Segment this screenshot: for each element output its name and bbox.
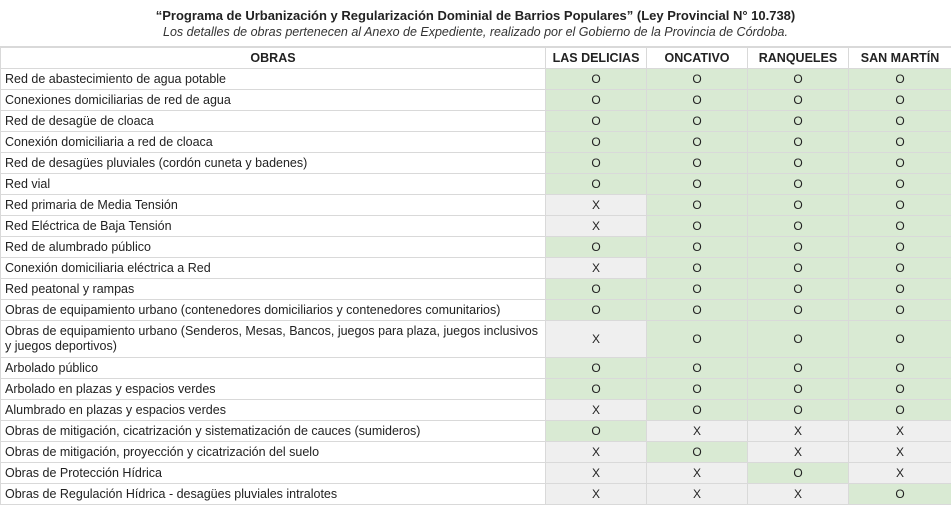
cell-ranqueles: X	[748, 442, 849, 463]
cell-san-martin: X	[849, 421, 951, 442]
table-row	[1, 279, 951, 300]
obra-label: Obras de Regulación Hídrica - desagües pluviales intralotes	[1, 484, 546, 505]
cell-oncativo: O	[647, 153, 748, 174]
column-header-las-delicias: LAS DELICIAS	[546, 48, 647, 69]
obra-label: Obras de equipamiento urbano (Senderos, Mesas, Bancos, juegos para plaza, juegos inclusivos y juegos deportivos)	[1, 321, 546, 358]
cell-las-delicias: O	[546, 132, 647, 153]
obra-label: Red primaria de Media Tensión	[1, 195, 546, 216]
cell-ranqueles: O	[748, 132, 849, 153]
cell-las-delicias: O	[546, 90, 647, 111]
column-header-san-martin: SAN MARTÍN	[849, 48, 951, 69]
obra-label: Conexiones domiciliarias de red de agua	[1, 90, 546, 111]
cell-ranqueles: O	[748, 195, 849, 216]
cell-oncativo: O	[647, 279, 748, 300]
column-header-oncativo: ONCATIVO	[647, 48, 748, 69]
table-row	[1, 216, 951, 237]
cell-oncativo: X	[647, 421, 748, 442]
cell-oncativo: O	[647, 195, 748, 216]
table-row	[1, 132, 951, 153]
cell-ranqueles: O	[748, 279, 849, 300]
cell-oncativo: X	[647, 463, 748, 484]
obra-label: Obras de equipamiento urbano (contenedores domiciliarios y contenedores comunitarios)	[1, 300, 546, 321]
obra-label: Red de abastecimiento de agua potable	[1, 69, 546, 90]
column-header-ranqueles: RANQUELES	[748, 48, 849, 69]
obra-label: Red de alumbrado público	[1, 237, 546, 258]
obra-label: Conexión domiciliaria eléctrica a Red	[1, 258, 546, 279]
cell-san-martin: O	[849, 300, 951, 321]
cell-san-martin: O	[849, 69, 951, 90]
cell-ranqueles: O	[748, 216, 849, 237]
cell-ranqueles: O	[748, 258, 849, 279]
cell-ranqueles: O	[748, 90, 849, 111]
cell-ranqueles: O	[748, 153, 849, 174]
obra-label: Arbolado público	[1, 358, 546, 379]
cell-oncativo: O	[647, 400, 748, 421]
cell-san-martin: X	[849, 463, 951, 484]
table-row	[1, 379, 951, 400]
cell-san-martin: O	[849, 132, 951, 153]
table-body	[1, 69, 951, 505]
cell-ranqueles: O	[748, 321, 849, 358]
cell-las-delicias: X	[546, 216, 647, 237]
page-subtitle: Los detalles de obras pertenecen al Anexo de Expediente, realizado por el Gobierno de la Provincia de Córdoba.	[163, 25, 788, 39]
column-header-obras: OBRAS	[1, 48, 546, 69]
cell-san-martin: O	[849, 400, 951, 421]
table-row	[1, 442, 951, 463]
cell-las-delicias: X	[546, 484, 647, 505]
cell-san-martin: O	[849, 111, 951, 132]
cell-oncativo: O	[647, 90, 748, 111]
cell-oncativo: O	[647, 237, 748, 258]
cell-san-martin: O	[849, 90, 951, 111]
cell-san-martin: O	[849, 153, 951, 174]
cell-las-delicias: X	[546, 442, 647, 463]
cell-las-delicias: O	[546, 300, 647, 321]
cell-san-martin: O	[849, 379, 951, 400]
table-row	[1, 111, 951, 132]
cell-ranqueles: O	[748, 69, 849, 90]
table-row	[1, 237, 951, 258]
cell-san-martin: O	[849, 237, 951, 258]
column-header-row	[1, 48, 951, 69]
cell-ranqueles: O	[748, 111, 849, 132]
cell-las-delicias: X	[546, 195, 647, 216]
cell-san-martin: O	[849, 258, 951, 279]
cell-ranqueles: X	[748, 484, 849, 505]
cell-oncativo: O	[647, 321, 748, 358]
cell-las-delicias: O	[546, 69, 647, 90]
table-row	[1, 421, 951, 442]
cell-oncativo: O	[647, 132, 748, 153]
cell-ranqueles: O	[748, 174, 849, 195]
cell-ranqueles: O	[748, 300, 849, 321]
obras-table	[0, 47, 951, 505]
table-row	[1, 174, 951, 195]
cell-oncativo: O	[647, 358, 748, 379]
table-row	[1, 400, 951, 421]
cell-san-martin: O	[849, 321, 951, 358]
table-header	[0, 0, 951, 47]
cell-oncativo: X	[647, 484, 748, 505]
obra-label: Red Eléctrica de Baja Tensión	[1, 216, 546, 237]
cell-ranqueles: O	[748, 237, 849, 258]
cell-san-martin: O	[849, 279, 951, 300]
cell-oncativo: O	[647, 442, 748, 463]
table-row	[1, 358, 951, 379]
obra-label: Alumbrado en plazas y espacios verdes	[1, 400, 546, 421]
cell-san-martin: O	[849, 358, 951, 379]
cell-san-martin: X	[849, 442, 951, 463]
cell-las-delicias: O	[546, 153, 647, 174]
table-row	[1, 195, 951, 216]
cell-las-delicias: X	[546, 258, 647, 279]
table-row	[1, 153, 951, 174]
cell-oncativo: O	[647, 69, 748, 90]
cell-oncativo: O	[647, 111, 748, 132]
obra-label: Arbolado en plazas y espacios verdes	[1, 379, 546, 400]
table-row	[1, 463, 951, 484]
obra-label: Obras de mitigación, proyección y cicatrización del suelo	[1, 442, 546, 463]
table-row	[1, 90, 951, 111]
cell-las-delicias: X	[546, 321, 647, 358]
cell-las-delicias: X	[546, 463, 647, 484]
cell-las-delicias: O	[546, 237, 647, 258]
table-row	[1, 484, 951, 505]
obra-label: Obras de mitigación, cicatrización y sistematización de cauces (sumideros)	[1, 421, 546, 442]
obra-label: Conexión domiciliaria a red de cloaca	[1, 132, 546, 153]
cell-las-delicias: O	[546, 379, 647, 400]
cell-ranqueles: O	[748, 463, 849, 484]
cell-las-delicias: O	[546, 279, 647, 300]
cell-las-delicias: O	[546, 358, 647, 379]
cell-oncativo: O	[647, 300, 748, 321]
cell-las-delicias: X	[546, 400, 647, 421]
cell-oncativo: O	[647, 216, 748, 237]
cell-san-martin: O	[849, 484, 951, 505]
obra-label: Red de desagües pluviales (cordón cuneta y badenes)	[1, 153, 546, 174]
cell-oncativo: O	[647, 379, 748, 400]
obra-label: Red peatonal y rampas	[1, 279, 546, 300]
table-row	[1, 69, 951, 90]
obra-label: Obras de Protección Hídrica	[1, 463, 546, 484]
cell-ranqueles: O	[748, 400, 849, 421]
cell-san-martin: O	[849, 216, 951, 237]
cell-las-delicias: O	[546, 421, 647, 442]
obra-label: Red vial	[1, 174, 546, 195]
cell-ranqueles: X	[748, 421, 849, 442]
cell-ranqueles: O	[748, 379, 849, 400]
cell-san-martin: O	[849, 195, 951, 216]
table-row	[1, 258, 951, 279]
cell-las-delicias: O	[546, 111, 647, 132]
cell-san-martin: O	[849, 174, 951, 195]
cell-ranqueles: O	[748, 358, 849, 379]
cell-oncativo: O	[647, 258, 748, 279]
cell-las-delicias: O	[546, 174, 647, 195]
obra-label: Red de desagüe de cloaca	[1, 111, 546, 132]
table-row	[1, 300, 951, 321]
page-title: “Programa de Urbanización y Regularización Dominial de Barrios Populares” (Ley Provincial N° 10.738)	[155, 8, 796, 23]
cell-oncativo: O	[647, 174, 748, 195]
table-row	[1, 321, 951, 358]
